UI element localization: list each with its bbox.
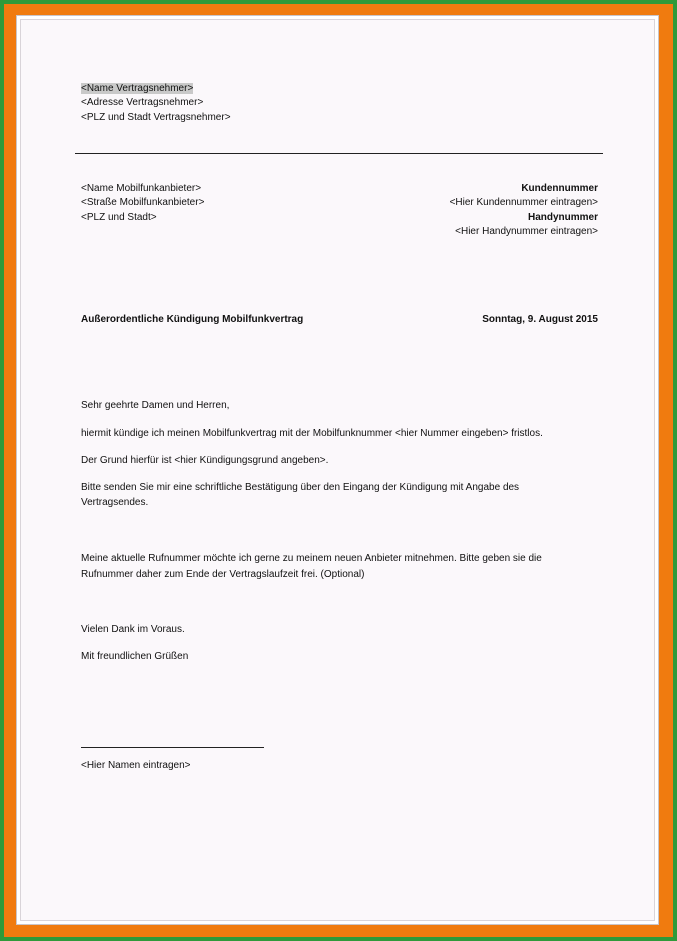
customer-number-field: <Hier Kundennummer eintragen> [449,197,598,208]
sender-name [81,82,193,96]
recipient-city: <PLZ und Stadt> [81,212,157,223]
closing-line: Mit freundlichen Grüßen [81,651,189,662]
salutation: Sehr geehrte Damen und Herren, [81,400,230,411]
paragraph-reason: Der Grund hierfür ist <hier Kündigungsgrund angeben>. [81,455,329,466]
letter-date: Sonntag, 9. August 2015 [482,314,598,325]
letter-subject: Außerordentliche Kündigung Mobilfunkvertrag [81,314,304,325]
recipient-name: <Name Mobilfunkanbieter> [81,183,202,194]
phone-number-label: Handynummer [527,212,598,223]
sender-city: <PLZ und Stadt Vertragsnehmer> [81,112,231,123]
paragraph-porting-line2: Rufnummer daher zum Ende der Vertragslaufzeit frei. (Optional) [81,569,365,580]
paragraph-confirmation-line1: Bitte senden Sie mir eine schriftliche Bestätigung über den Eingang der Kündigung mit Angabe des [81,482,520,493]
signature-name: <Hier Namen eintragen> [81,760,191,771]
recipient-street: <Straße Mobilfunkanbieter> [81,197,205,208]
thanks-line: Vielen Dank im Voraus. [81,624,185,635]
paragraph-confirmation-line2: Vertragsendes. [81,497,149,508]
sender-address: <Adresse Vertragsnehmer> [81,97,204,108]
customer-number-label: Kundennummer [521,183,598,194]
paragraph-termination: hiermit kündige ich meinen Mobilfunkvertrag mit der Mobilfunknummer <hier Nummer eingeben> fristlos. [81,428,543,439]
header-divider [75,153,603,154]
sender-name-text: <Name Vertragsnehmer> [81,83,194,94]
phone-number-field: <Hier Handynummer eintragen> [455,226,598,237]
signature-line [81,747,264,748]
paragraph-porting-line1: Meine aktuelle Rufnummer möchte ich gerne zu meinem neuen Anbieter mitnehmen. Bitte geben sie die [81,553,542,564]
letter-page [20,19,655,921]
